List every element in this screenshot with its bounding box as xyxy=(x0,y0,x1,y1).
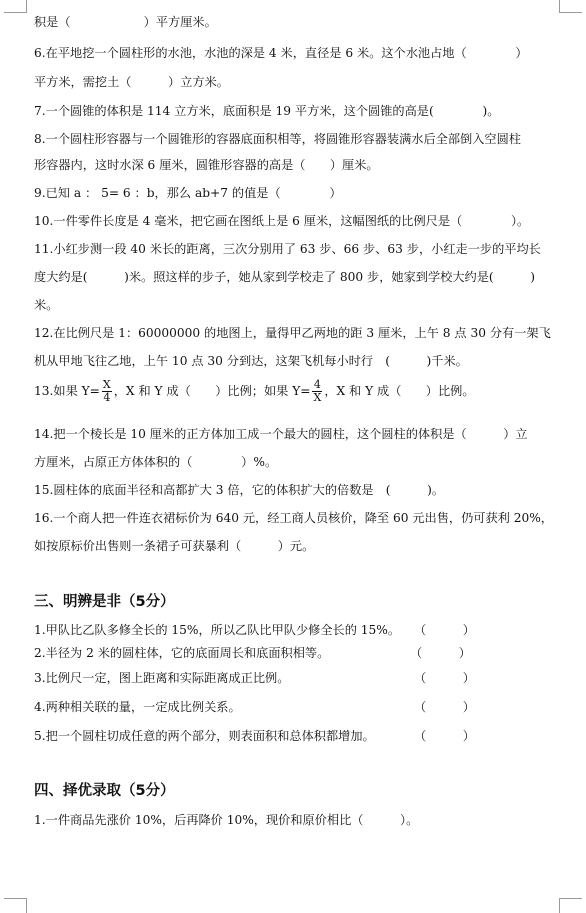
section-4-heading: 四、择优录取（5分） xyxy=(34,783,175,799)
multiple-choice-question-1: 1.一件商品先涨价 10%，后再降价 10%，现价和原价相比（ ）。 xyxy=(34,813,419,827)
question-10: 10.一件零件长度是 4 毫米，把它画在图纸上是 6 厘米，这幅图纸的比例尺是（ ）。 xyxy=(34,214,530,228)
question-14-line-2: 方厘米，占原正方体体积的（ ）%。 xyxy=(34,455,278,469)
question-13-text-1: 13.如果 Y= xyxy=(34,384,100,398)
question-9: 9.已知 a ： 5= 6 ：b，那么 ab+7 的值是（ ） xyxy=(34,186,342,200)
question-16-line-1: 16.一个商人把一件连衣裙标价为 640 元，经工商人员核价，降至 60 元出售，仍可获利 20%， xyxy=(34,511,553,525)
crop-mark-top-right xyxy=(559,0,582,13)
answer-parentheses: （ ） xyxy=(414,671,475,685)
question-7: 7.一个圆锥的体积是 114 立方米，底面积是 19 平方米，这个圆锥的高是( )。 xyxy=(34,104,500,118)
question-16-line-2: 如按原标价出售则一条裙子可获暴利（ ）元。 xyxy=(34,539,315,553)
fraction-4-over-x xyxy=(312,379,322,404)
question-6-line-1: 6.在平地挖一个圆柱形的水池，水池的深是 4 米，直径是 6 米。这个水池占地（ ） xyxy=(34,46,528,60)
question-13-text-3: ，X 和 Y 成（ ）比例。 xyxy=(324,384,475,398)
fraction-numerator: 4 xyxy=(313,378,321,391)
item-text: 3.比例尺一定，图上距离和实际距离成正比例。 xyxy=(34,671,290,685)
fraction-denominator: X xyxy=(313,391,322,404)
question-11-line-1: 11.小红步测一段 40 米长的距离，三次分别用了 63 步、66 步、63 步，小红走一步的平均长 xyxy=(34,242,541,256)
true-false-item-5 xyxy=(34,728,560,744)
question-11-line-2: 度大约是( )米。照这样的步子，她从家到学校走了 800 步，她家到学校大约是( ) xyxy=(34,270,535,284)
question-11-line-3: 米。 xyxy=(34,298,59,312)
true-false-item-2 xyxy=(34,645,560,661)
question-12-line-2: 机从甲地飞往乙地，上午 10 点 30 分到达，这架飞机每小时行 ( )千米。 xyxy=(34,354,468,368)
item-text: 5.把一个圆柱切成任意的两个部分，则表面积和总体积都增加。 xyxy=(34,729,375,743)
question-13 xyxy=(34,376,560,406)
question-8-line-1: 8.一个圆柱形容器与一个圆锥形的容器底面积相等，将圆锥形容器装满水后全部倒入空圆柱 xyxy=(34,132,521,146)
true-false-item-1 xyxy=(34,622,560,638)
crop-mark-top-left xyxy=(4,0,27,13)
answer-parentheses: （ ） xyxy=(414,623,475,637)
fraction-x-over-4 xyxy=(102,379,112,404)
item-text: 2.半径为 2 米的圆柱体，它的底面周长和底面积相等。 xyxy=(34,646,330,660)
section-3-heading: 三、明辨是非（5分） xyxy=(34,594,175,610)
true-false-item-4 xyxy=(34,699,560,715)
true-false-item-3 xyxy=(34,670,560,686)
question-13-text-2: ，X 和 Y 成（ ）比例；如果 Y= xyxy=(113,384,311,398)
answer-parentheses: （ ） xyxy=(414,700,475,714)
question-6-line-2: 平方米，需挖土（ ）立方米。 xyxy=(34,75,229,89)
question-5-line-end: 积是（ ）平方厘米。 xyxy=(34,15,217,29)
item-text: 1.甲队比乙队多修全长的 15%，所以乙队比甲队少修全长的 15%。 xyxy=(34,623,401,637)
answer-parentheses: （ ） xyxy=(410,646,471,660)
fraction-numerator: X xyxy=(102,378,111,391)
question-15: 15.圆柱体的底面半径和高都扩大 3 倍，它的体积扩大的倍数是 ( )。 xyxy=(34,483,445,497)
question-14-line-1: 14.把一个棱长是 10 厘米的正方体加工成一个最大的圆柱，这个圆柱的体积是（ ）立 xyxy=(34,427,528,441)
item-text: 4.两种相关联的量，一定成比例关系。 xyxy=(34,700,241,714)
question-12-line-1: 12.在比例尺是 1：60000000 的地图上，量得甲乙两地的距 3 厘米，上午 8 点 30 分有一架飞 xyxy=(34,326,551,340)
fraction-denominator: 4 xyxy=(103,391,111,404)
question-8-line-2: 形容器内，这时水深 6 厘米，圆锥形容器的高是（ ）厘米。 xyxy=(34,158,379,172)
answer-parentheses: （ ） xyxy=(414,729,475,743)
